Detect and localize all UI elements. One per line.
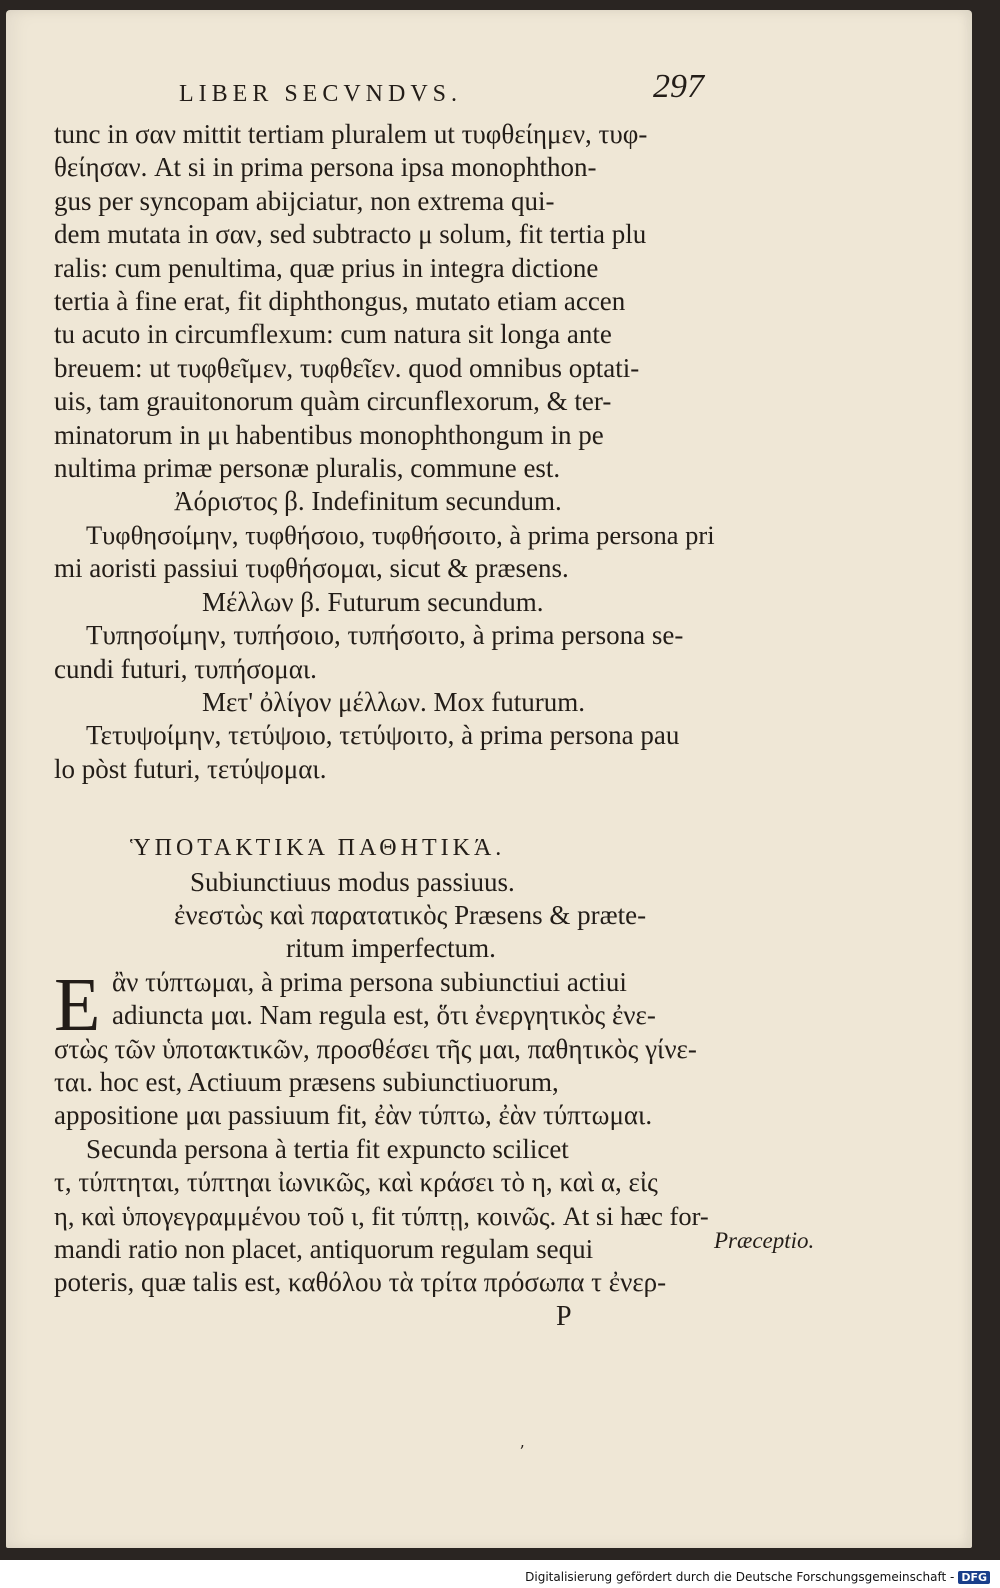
text-line: adiuncta μαι. Nam regula est, ὅτι ἐνεργητικὸς ἐνε- bbox=[112, 1000, 656, 1031]
tense-heading: ἐνεστὼς καὶ παρατατικὸς Præsens & præte- bbox=[174, 899, 647, 930]
signature-mark: P bbox=[556, 1300, 572, 1332]
text-line: dem mutata in σαν, sed subtracto μ solum, fit tertia plu bbox=[54, 219, 647, 250]
section-heading-aorist: Ἀόριστος β. Indefinitum secundum. bbox=[174, 486, 562, 517]
text-line: ἂν τύπτωμαι, à prima persona subiunctiui actiui bbox=[112, 966, 627, 997]
drop-cap-initial: E bbox=[54, 962, 101, 1047]
text-line: mi aoristi passiui τυφθήσομαι, sicut & præsens. bbox=[54, 553, 569, 584]
text-line: ται. hoc est, Actiuum præsens subiunctiuorum, bbox=[54, 1066, 559, 1097]
chapter-heading-greek: ὙΠΟΤΑΚΤΙΚΆ ΠΑΘΗΤΙΚΆ. bbox=[130, 835, 506, 862]
text-line: minatorum in μι habentibus monophthongum in pe bbox=[54, 419, 604, 450]
chapter-heading-latin: Subiunctiuus modus passiuus. bbox=[190, 866, 515, 897]
text-line: lo pòst futuri, τετύψομαι. bbox=[54, 753, 327, 784]
text-line: tunc in σαν mittit tertiam pluralem ut τυφθείημεν, τυφ- bbox=[54, 119, 648, 149]
text-line: Τυπησοίμην, τυπήσοιο, τυπήσοιτο, à prima persona se- bbox=[86, 620, 684, 651]
book-page bbox=[6, 10, 972, 1548]
text-line: gus per syncopam abijciatur, non extrema qui- bbox=[54, 185, 555, 216]
section-heading-future: Μέλλων β. Futurum secundum. bbox=[202, 586, 544, 617]
dfg-logo: DFG bbox=[958, 1571, 990, 1584]
text-line: Τετυψοίμην, τετύψοιο, τετύψοιτο, à prima persona pau bbox=[86, 720, 680, 751]
text-line: τ, τύπτηται, τύπτηαι ἰωνικῶς, καὶ κράσει τὸ η, καὶ α, εἰς bbox=[54, 1167, 658, 1198]
text-line: mandi ratio non placet, antiquorum regulam sequi bbox=[54, 1234, 594, 1264]
tense-heading-continued: ritum imperfectum. bbox=[286, 933, 496, 964]
digitization-footer bbox=[525, 1570, 990, 1584]
page-number: 297 bbox=[653, 68, 704, 105]
text-line: θείησαν. At si in prima persona ipsa monophthon- bbox=[54, 152, 597, 183]
page-text-block bbox=[54, 68, 715, 1333]
margin-note: Præceptio. bbox=[714, 1228, 815, 1253]
footer-credit: Digitalisierung gefördert durch die Deutsche Forschungsgemeinschaft - bbox=[525, 1570, 955, 1584]
text-line: tertia à fine erat, fit diphthongus, mutato etiam accen bbox=[54, 286, 626, 317]
text-line: breuem: ut τυφθεῖμεν, τυφθεῖεν. quod omnibus optati- bbox=[54, 352, 640, 383]
text-line: η, καὶ ὑπογεγραμμένου τοῦ ι, fit τύπτῃ, κοινῶς. At si hæc for- bbox=[54, 1200, 709, 1231]
text-line: appositione μαι passiuum fit, ἐὰν τύπτω, ἐὰν τύπτωμαι. bbox=[54, 1100, 653, 1131]
text-line: poteris, quæ talis est, καθόλου τὰ τρίτα πρόσωπα τ ἐνερ- bbox=[54, 1267, 667, 1298]
text-line: uis, tam grauitonorum quàm circunflexorum, & ter- bbox=[54, 386, 612, 417]
text-line: Τυφθησοίμην, τυφθήσοιο, τυφθήσοιτο, à prima persona pri bbox=[86, 519, 715, 550]
running-head-title: LIBER SECVNDVS. bbox=[179, 81, 463, 107]
ink-speck: ʼ bbox=[519, 1442, 525, 1461]
spacer bbox=[54, 786, 714, 832]
text-line: ralis: cum penultima, quæ prius in integra dictione bbox=[54, 252, 599, 283]
running-head bbox=[179, 68, 714, 118]
text-line: στὼς τῶν ὑποτακτικῶν, προσθέσει τῆς μαι, παθητικὸς γίνε- bbox=[54, 1033, 697, 1064]
text-line: Secunda persona à tertia fit expuncto scilicet bbox=[86, 1133, 569, 1164]
text-line: cundi futuri, τυπήσομαι. bbox=[54, 653, 317, 684]
section-heading-mox-futurum: Μετ' ὀλίγον μέλλων. Mox futurum. bbox=[202, 686, 586, 717]
text-line: tu acuto in circumflexum: cum natura sit longa ante bbox=[54, 319, 612, 350]
text-line: nultima primæ personæ pluralis, commune est. bbox=[54, 453, 561, 484]
paragraph-with-initial bbox=[54, 962, 714, 1047]
